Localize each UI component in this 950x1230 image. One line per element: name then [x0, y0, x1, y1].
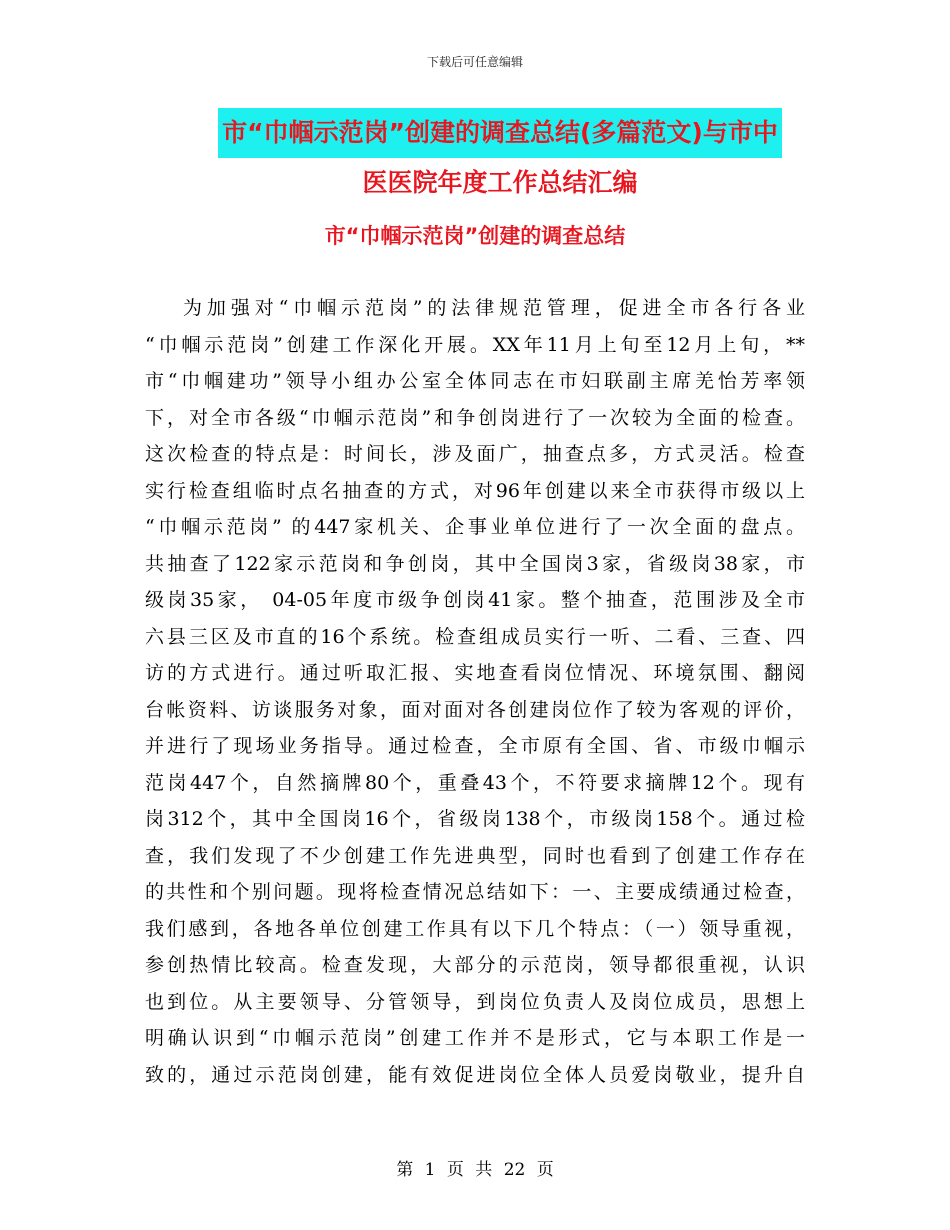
body-line: 级岗35家， 04-05年度市级争创岗41家。整个抽查，范围涉及全市 — [145, 589, 805, 611]
body-line: “巾帼示范岗”创建工作深化开展。XX年11月上旬至12月上旬，** — [145, 333, 805, 356]
document-title-line-2: 医医院年度工作总结汇编 — [362, 168, 638, 197]
body-line: 也到位。从主要领导、分管领导，到岗位负责人及岗位成员，思想上 — [145, 990, 805, 1013]
body-line: 访的方式进行。通过听取汇报、实地查看岗位情况、环境氛围、翻阅 — [145, 662, 805, 684]
body-line: “巾帼示范岗” 的447家机关、企事业单位进行了一次全面的盘点。 — [145, 516, 805, 538]
header-note: 下载后可任意编辑 — [426, 55, 523, 69]
body-line: 致的，通过示范岗创建，能有效促进岗位全体人员爱岗敬业，提升自 — [145, 1063, 805, 1086]
body-line: 明确认识到“巾帼示范岗”创建工作并不是形式，它与本职工作是一 — [145, 1027, 805, 1049]
body-line: 参创热情比较高。检查发现，大部分的示范岗，领导都很重视，认识 — [145, 954, 805, 976]
body-line: 共抽查了122家示范岗和争创岗，其中全国岗3家，省级岗38家，市 — [145, 552, 805, 575]
body-line: 岗312个，其中全国岗16个，省级岗138个，市级岗158个。通过检 — [145, 808, 805, 830]
document-title — [120, 108, 880, 208]
body-line: 市“巾帼建功”领导小组办公室全体同志在市妇联副主席羌怡芳率领 — [145, 370, 805, 392]
body-text — [145, 290, 805, 1093]
body-line: 并进行了现场业务指导。通过检查，全市原有全国、省、市级巾帼示 — [145, 735, 805, 757]
page-footer: 第 1 页 共 22 页 — [396, 1160, 554, 1180]
body-line: 实行检查组临时点名抽查的方式，对96年创建以来全市获得市级以上 — [145, 479, 805, 502]
body-line: 这次检查的特点是：时间长，涉及面广，抽查点多，方式灵活。检查 — [145, 443, 805, 465]
body-line: 查，我们发现了不少创建工作先进典型，同时也看到了创建工作存在 — [145, 844, 805, 867]
body-line: 范岗447个，自然摘牌80个，重叠43个，不符要求摘牌12个。现有 — [145, 771, 805, 794]
body-line: 下，对全市各级“巾帼示范岗”和争创岗进行了一次较为全面的检查。 — [145, 406, 805, 429]
section-title: 市“巾帼示范岗”创建的调查总结 — [324, 224, 626, 248]
body-line: 的共性和个别问题。现将检查情况总结如下：一、主要成绩通过检查， — [145, 881, 805, 903]
body-line: 为加强对“巾帼示范岗”的法律规范管理，促进全市各行各业 — [183, 297, 805, 319]
body-line: 台帐资料、访谈服务对象，面对面对各创建岗位作了较为客观的评价， — [145, 698, 805, 721]
document-title-line-1: 市“巾帼示范岗”创建的调查总结(多篇范文)与市中 — [218, 108, 782, 158]
body-line: 我们感到，各地各单位创建工作具有以下几个特点：（一）领导重视， — [145, 917, 805, 940]
body-line: 六县三区及市直的16个系统。检查组成员实行一听、二看、三查、四 — [145, 625, 805, 648]
